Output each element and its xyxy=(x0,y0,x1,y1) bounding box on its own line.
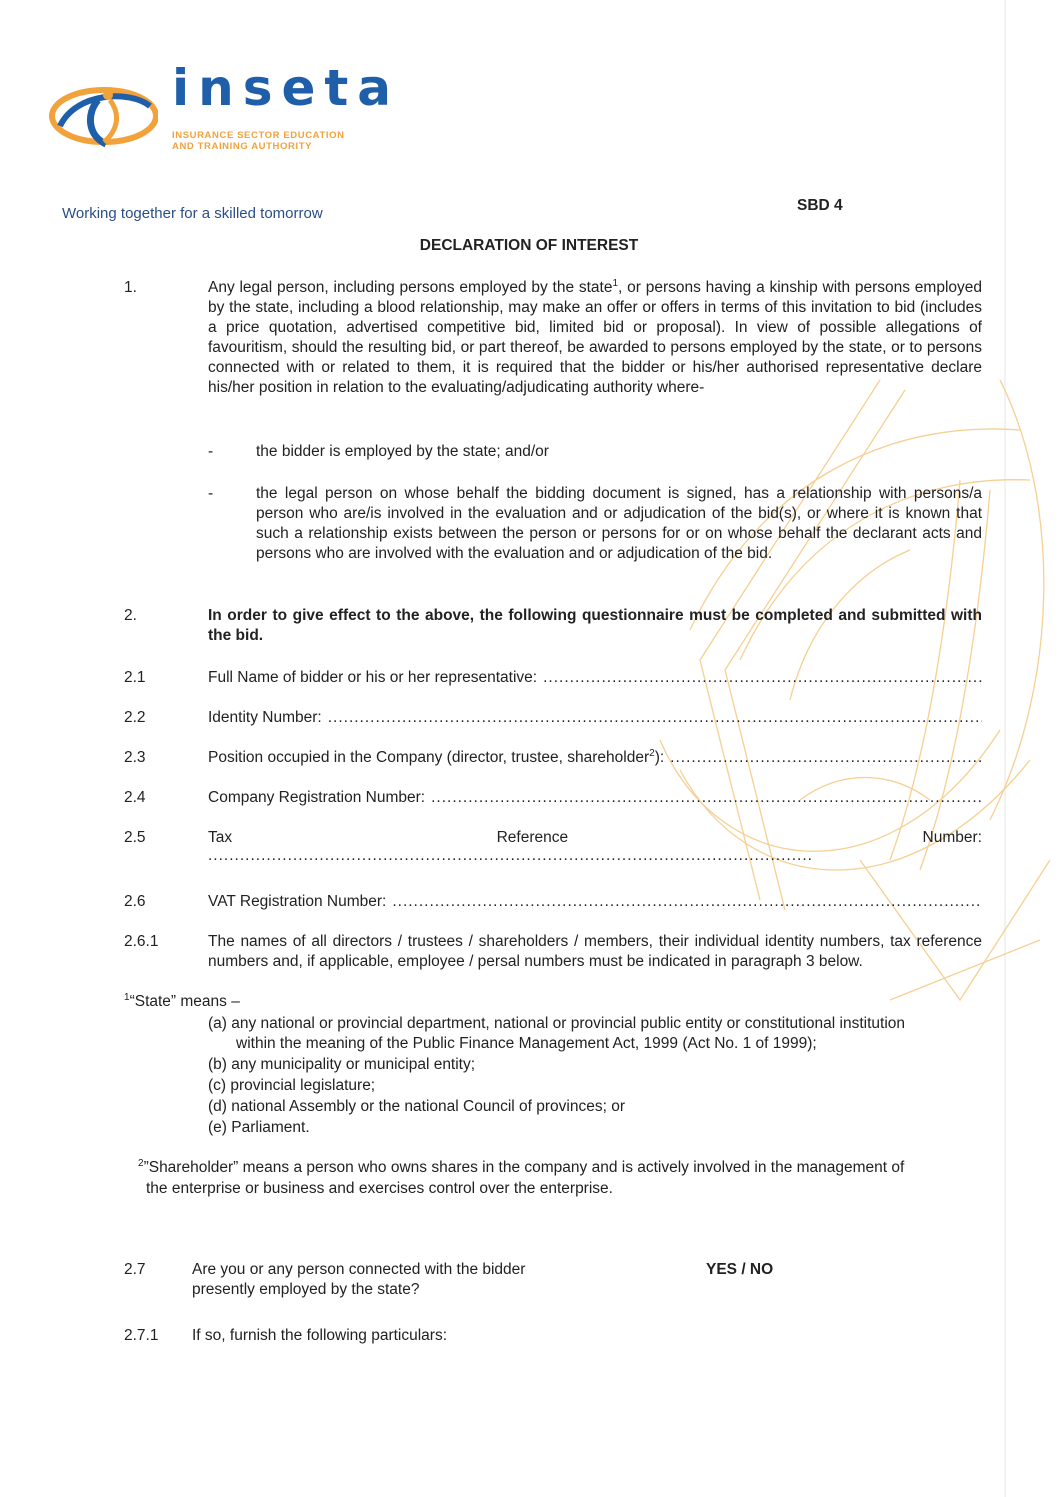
tax-reference-label: Tax Reference Number: xyxy=(208,829,982,846)
section-2-text: In order to give effect to the above, the following questionnaire must be completed and submitted with the bid. xyxy=(208,607,982,644)
page-title: DECLARATION OF INTEREST xyxy=(419,237,639,254)
identity-number-field[interactable]: Identity Number: ..... xyxy=(208,708,982,728)
section-1-text: Any legal person, including persons employed by the state$^1$, or persons having a kinship with persons employed by the state, including a blood relationship, may make an offer or offers in terms of this invitation to bid (includes a price quotation, advertised competitive bid, limited bid or proposal). In view of possible allegations of favouritism, should the resulting bid, or part thereof, be awarded to persons employed by the state, or to persons connected with or related to them, it is required that the bidder or his/her authorised representative declare his/her position in relation to the evaluating/adjudicating authority where- xyxy=(208,277,982,396)
footnote-1-heading: $^1$“State” means – xyxy=(124,991,240,1010)
tagline: Working together for a skilled tomorrow xyxy=(62,205,323,222)
bullet-text: the bidder is employed by the state; and/or xyxy=(256,443,549,460)
bullet-marker: - xyxy=(208,485,214,502)
footnote-2-continued: the enterprise or business and exercises control over the enterprise. xyxy=(146,1180,613,1197)
bullet-marker: - xyxy=(208,443,214,460)
bullet-text: the legal person on whose behalf the bidding document is signed, has a relationship with persons/a person who are/is involved in the evaluation and or adjudication of the bid(s), or where it is known that such a relationship exists between the person or persons for or on whose behalf the declarant acts and persons who are involved with the evaluation and or adjudication of the bid. xyxy=(256,485,982,562)
inseta-logo-icon xyxy=(46,86,158,148)
footnote-2: $^2$”Shareholder” means a person who owns shares in the company and is actively involved in the management of xyxy=(138,1157,905,1176)
footnote-item: (a) any national or provincial department, national or provincial public entity or constitutional institution xyxy=(208,1015,906,1032)
field-number: 2.3 xyxy=(124,749,146,766)
fill-in-line[interactable] xyxy=(670,748,982,768)
field-number: 2.4 xyxy=(124,789,146,806)
question-2-7: Are you or any person connected with the bidder presently employed by the state? xyxy=(192,1261,526,1298)
position-field[interactable]: Position occupied in the Company (director, trustee, shareholder$^2$): ..... xyxy=(208,748,982,768)
company-registration-field[interactable]: Company Registration Number: ..... xyxy=(208,788,982,808)
logo-subtitle: INSURANCE SECTOR EDUCATION AND TRAINING AUTHORITY xyxy=(172,130,345,152)
field-number: 2.1 xyxy=(124,669,146,686)
footnote-item: (e) Parliament. xyxy=(208,1119,310,1136)
footnote-item: (d) national Assembly or the national Council of provinces; or xyxy=(208,1098,625,1115)
footnote-item: (c) provincial legislature; xyxy=(208,1077,376,1094)
footnote-item: (b) any municipality or municipal entity; xyxy=(208,1056,476,1073)
field-number: 2.6 xyxy=(124,893,146,910)
field-number: 2.5 xyxy=(124,829,146,846)
question-number: 2.7 xyxy=(124,1261,146,1278)
footnote-item: within the meaning of the Public Finance Management Act, 1999 (Act No. 1 of 1999); xyxy=(236,1035,817,1052)
fill-in-line[interactable] xyxy=(328,708,982,728)
field-number: 2.2 xyxy=(124,709,146,726)
question-2-7-1: If so, furnish the following particulars: xyxy=(192,1327,448,1344)
yes-no-answer[interactable]: YES / NO xyxy=(706,1261,774,1278)
tax-reference-input[interactable] xyxy=(208,846,814,866)
question-number: 2.7.1 xyxy=(124,1327,159,1344)
section-2-6-1-text: The names of all directors / trustees / shareholders / members, their individual identity numbers, tax reference numbers and, if applicable, employee / persal numbers must be indicated in paragraph 3 below. xyxy=(208,933,982,970)
watermark-logo xyxy=(560,300,1058,1020)
fill-in-line[interactable] xyxy=(431,788,982,808)
full-name-field[interactable]: Full Name of bidder or his or her representative: ..... xyxy=(208,668,982,688)
section-number: 2. xyxy=(124,607,137,624)
section-number: 1. xyxy=(124,279,137,296)
fill-in-line[interactable] xyxy=(392,892,982,912)
logo-wordmark: inseta xyxy=(172,59,401,117)
form-code: SBD 4 xyxy=(797,197,843,214)
fill-in-line[interactable] xyxy=(543,668,982,688)
section-number: 2.6.1 xyxy=(124,933,159,950)
vat-registration-field[interactable]: VAT Registration Number: ..... xyxy=(208,892,982,912)
